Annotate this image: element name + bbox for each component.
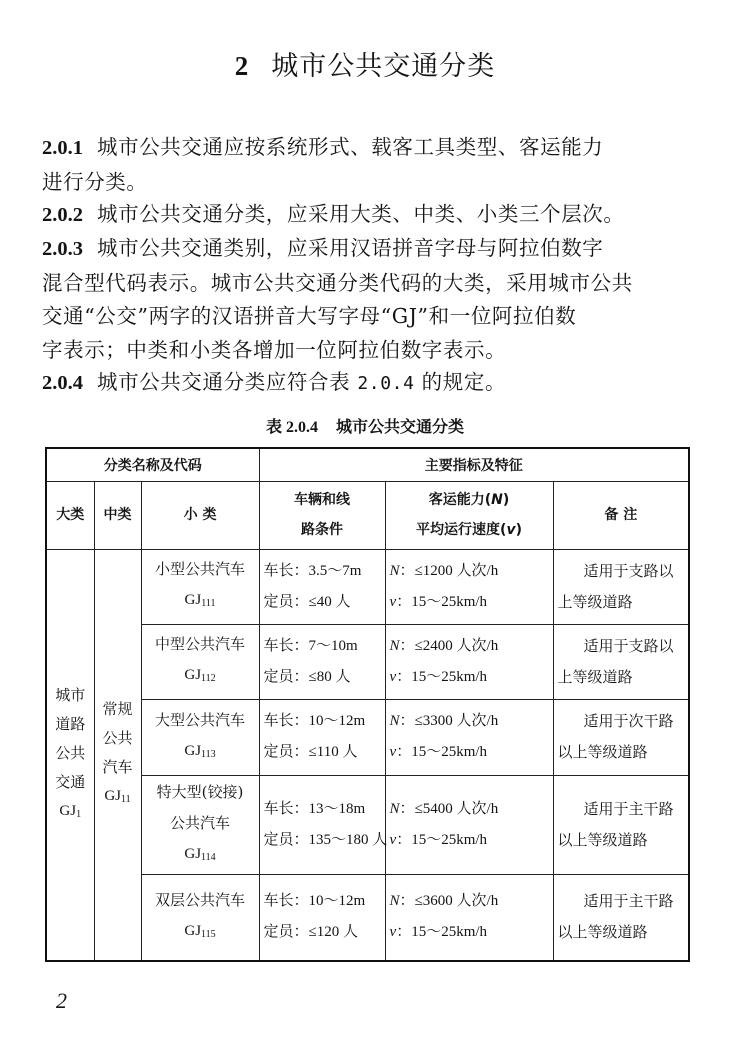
table-caption-number: 表 2.0.4 [265, 419, 318, 436]
vehicle-seats: 定员：≤120 人 [263, 924, 359, 941]
middle-category-text: 常规 [102, 700, 133, 719]
group-header-indicators: 主要指标及特征 [259, 448, 689, 481]
vehicle-length: 车长：3.5～7m [263, 562, 362, 579]
minor-category-name: 小型公共汽车 [155, 560, 246, 578]
separator: ： [396, 744, 412, 760]
minor-category-name: 大型公共汽车 [155, 710, 246, 729]
capacity-symbol: N [389, 893, 400, 910]
clause-2-0-3 [42, 232, 692, 367]
capacity-value: ≤3600 人次/h [414, 893, 499, 910]
middle-category-text: 公共 [102, 729, 133, 748]
speed-value: 15～25km/h [411, 924, 488, 941]
minor-category-name: 公共汽车 [170, 813, 231, 832]
header-speed-text: 平均运行速度( [416, 522, 507, 538]
vehicle-seats: 定员：≤80 人 [263, 668, 351, 685]
capacity-value: ≤1200 人次/h [414, 562, 499, 579]
major-category-text: 交通 [55, 772, 86, 791]
clause-number: 2.0.4 [42, 372, 83, 394]
vehicle-seats: 定员：≤40 人 [263, 593, 351, 610]
vehicle-length: 车长：10～12m [263, 893, 366, 910]
speed-value: 15～25km/h [411, 744, 488, 760]
capacity-cell [385, 624, 553, 699]
note-text: 适用于支路以 [583, 636, 674, 655]
note-text: 上等级道路 [557, 667, 633, 686]
chapter-number: 2 [234, 51, 250, 81]
capacity-cell [385, 874, 553, 961]
header-middle: 中类 [94, 481, 141, 549]
note-text: 以上等级道路 [557, 743, 648, 761]
clause-number: 2.0.3 [42, 238, 83, 260]
vehicle-length: 车长：7～10m [263, 637, 358, 654]
vehicle-seats: 定员：135～180 人 [263, 831, 388, 848]
note-cell [553, 775, 689, 874]
speed-symbol: v [389, 831, 397, 848]
chapter-title [0, 44, 730, 83]
capacity-symbol: N [389, 800, 400, 817]
note-text: 以上等级道路 [557, 923, 648, 942]
capacity-cell [385, 549, 553, 624]
note-text: 以上等级道路 [557, 830, 648, 849]
separator: ： [396, 593, 412, 610]
capacity-value: ≤2400 人次/h [414, 637, 499, 654]
minor-category-name: 双层公共汽车 [155, 890, 246, 909]
note-text: 适用于支路以 [583, 561, 674, 580]
capacity-symbol: N [389, 637, 400, 654]
table-group-header-row [46, 448, 689, 481]
minor-category-code-sub: 115 [201, 928, 216, 940]
clause-number: 2.0.1 [42, 137, 83, 159]
header-capacity-symbol: N [491, 492, 503, 508]
separator: ： [396, 668, 412, 685]
clause-2-0-1 [42, 131, 692, 199]
speed-value: 15～25km/h [411, 668, 488, 685]
clause-text: 城市公共交通分类应符合表 [97, 370, 351, 394]
clause-text: 字表示；中类和小类各增加一位阿拉伯数字表示。 [42, 337, 507, 362]
table-row [46, 874, 689, 961]
minor-category-code-sub: 114 [201, 851, 216, 863]
separator: ： [399, 637, 415, 654]
note-cell [553, 699, 689, 775]
separator: ： [399, 562, 415, 579]
header-speed-text: ) [515, 522, 522, 538]
minor-category-cell [141, 624, 259, 699]
clause-2-0-2 [42, 198, 692, 233]
header-major: 大类 [46, 481, 94, 549]
table-reference: 2.0.4 [357, 373, 415, 394]
clause-text: 城市公共交通分类，应采用大类、中类、小类三个层次。 [97, 202, 625, 226]
note-cell [553, 549, 689, 624]
table-header-row [46, 481, 689, 549]
speed-symbol: v [389, 744, 397, 760]
vehicle-condition-cell [259, 699, 385, 775]
minor-category-name: 特大型(铰接) [156, 782, 244, 801]
minor-category-code-sub: 111 [201, 598, 216, 609]
separator: ： [399, 800, 415, 817]
minor-category-cell [141, 699, 259, 775]
clause-text: 交通“公交”两字的汉语拼音大写字母“GJ”和一位阿拉伯数 [42, 304, 577, 328]
clause-number: 2.0.2 [42, 204, 83, 226]
clause-text: 混合型代码表示。城市公共交通分类代码的大类，采用城市公共 [42, 270, 633, 295]
speed-symbol: v [389, 593, 397, 610]
minor-category-code-sub: 112 [201, 673, 216, 684]
header-capacity-text: ) [502, 492, 510, 508]
minor-category-code-sub: 113 [201, 748, 216, 760]
header-minor: 小 类 [141, 481, 259, 549]
capacity-symbol: N [389, 713, 400, 729]
minor-category-code: GJ [184, 667, 202, 683]
vehicle-condition-cell [259, 624, 385, 699]
clause-2-0-4 [42, 366, 692, 401]
capacity-cell [385, 699, 553, 775]
chapter-title-text: 城市公共交通分类 [271, 51, 496, 82]
clause-text: 城市公共交通类别，应采用汉语拼音字母与阿拉伯数字 [97, 236, 604, 260]
speed-value: 15～25km/h [411, 831, 488, 848]
group-header-classification: 分类名称及代码 [46, 448, 259, 481]
note-text: 适用于次干路 [583, 712, 674, 730]
capacity-symbol: N [389, 562, 400, 579]
note-text: 适用于主干路 [583, 892, 674, 911]
table-row [46, 549, 689, 624]
separator: ： [396, 831, 412, 848]
header-vehicle-line: 车辆和线 [294, 492, 351, 508]
separator: ： [396, 924, 412, 941]
page-number: 2 [56, 988, 67, 1013]
capacity-value: ≤5400 人次/h [414, 800, 499, 817]
middle-category-cell [94, 549, 141, 961]
vehicle-condition-cell [259, 549, 385, 624]
header-capacity [385, 481, 553, 549]
note-text: 适用于主干路 [583, 799, 674, 818]
table-caption-title: 城市公共交通分类 [336, 417, 465, 436]
speed-symbol: v [389, 668, 397, 685]
capacity-cell [385, 775, 553, 874]
speed-value: 15～25km/h [411, 593, 488, 610]
major-category-text: 城市 [55, 685, 86, 704]
note-cell [553, 874, 689, 961]
speed-symbol: v [389, 924, 397, 941]
minor-category-cell [141, 775, 259, 874]
header-vehicle [259, 481, 385, 549]
separator: ： [399, 713, 415, 729]
separator: ： [399, 893, 415, 910]
major-category-code: GJ [59, 802, 77, 819]
vehicle-length: 车长：10～12m [263, 713, 366, 729]
major-category-cell [46, 549, 94, 961]
clause-text: 进行分类。 [42, 169, 148, 194]
table-caption [0, 414, 730, 437]
minor-category-cell [141, 549, 259, 624]
clause-text: 的规定。 [421, 370, 507, 394]
table-row [46, 775, 689, 874]
header-note: 备 注 [553, 481, 689, 549]
minor-category-code: GJ [184, 845, 202, 862]
header-speed-symbol: v [506, 522, 516, 538]
vehicle-seats: 定员：≤110 人 [263, 744, 358, 760]
middle-category-code-sub: 11 [121, 794, 131, 806]
vehicle-condition-cell [259, 874, 385, 961]
minor-category-code: GJ [184, 742, 202, 759]
note-text: 上等级道路 [557, 592, 633, 611]
middle-category-text: 汽车 [102, 758, 133, 777]
vehicle-condition-cell [259, 775, 388, 874]
header-vehicle-line: 路条件 [301, 522, 344, 538]
table-row [46, 624, 689, 699]
major-category-text: 道路 [55, 714, 86, 733]
clause-text: 城市公共交通应按系统形式、载客工具类型、客运能力 [97, 135, 604, 159]
table-row [46, 699, 689, 775]
vehicle-length: 车长：13～18m [263, 800, 366, 817]
classification-table [45, 447, 690, 962]
middle-category-code: GJ [104, 788, 122, 805]
minor-category-name: 中型公共汽车 [155, 635, 246, 653]
minor-category-code: GJ [184, 922, 202, 939]
note-cell [553, 624, 689, 699]
capacity-value: ≤3300 人次/h [414, 713, 499, 729]
minor-category-cell [141, 874, 259, 961]
header-capacity-text: 客运能力( [428, 492, 492, 508]
major-category-code-sub: 1 [76, 808, 82, 820]
major-category-text: 公共 [55, 743, 86, 762]
minor-category-code: GJ [184, 592, 202, 608]
